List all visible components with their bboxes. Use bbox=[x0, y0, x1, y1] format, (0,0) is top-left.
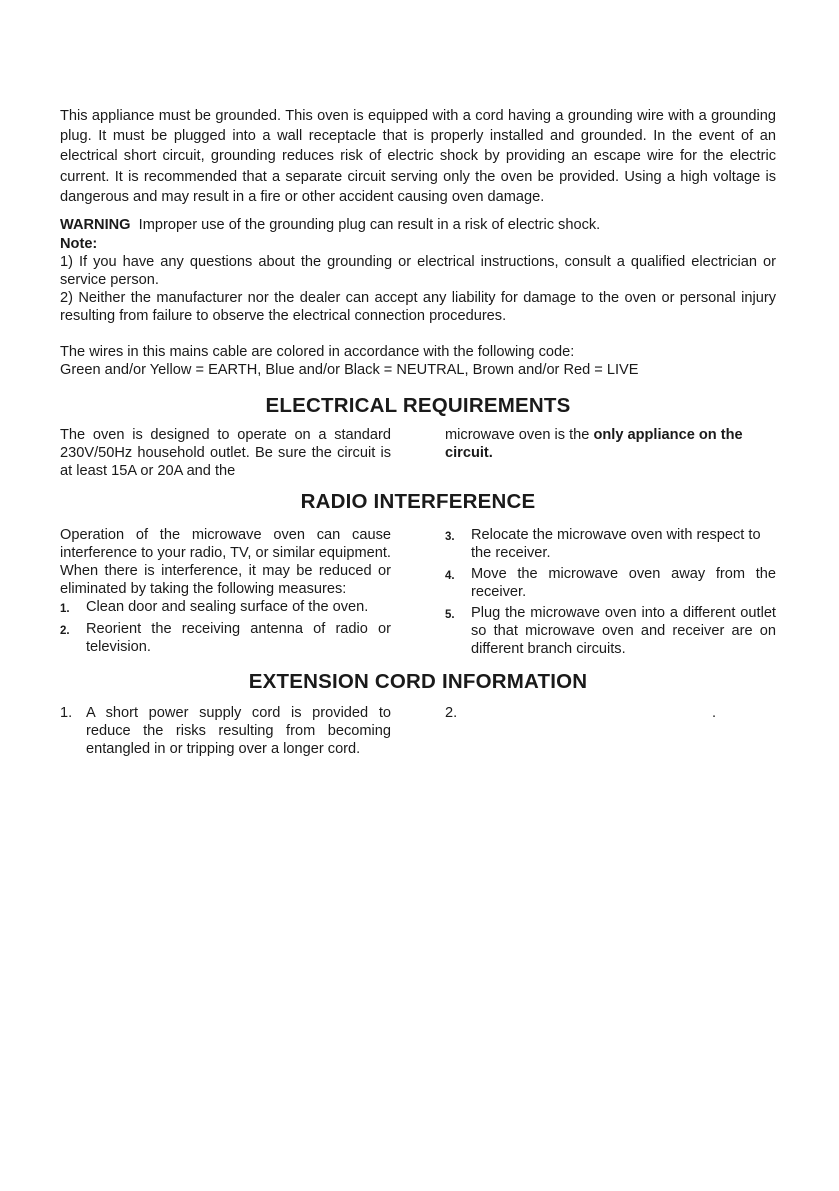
note-item-2: 2) Neither the manufacturer nor the dealer can accept any liability for damage to the oven or personal injury resulting from failure to observe the electrical connection procedures. bbox=[60, 290, 776, 325]
warning-text: Improper use of the grounding plug can result in a risk of electric shock. bbox=[138, 217, 601, 234]
radio-intro-2: When there is interference, it may be reduced or eliminated by taking the following measures: bbox=[60, 563, 391, 598]
electrical-right-end: . bbox=[488, 445, 493, 462]
extension-right-column bbox=[445, 704, 776, 760]
radio-interference-body bbox=[60, 526, 776, 660]
note-label: Note: bbox=[60, 236, 98, 253]
electrical-right-plain: microwave oven is the bbox=[445, 427, 594, 444]
electrical-right-column bbox=[445, 426, 776, 480]
radio-intro-1: Operation of the microwave oven can cause interference to your radio, TV, or similar equipment. bbox=[60, 527, 391, 562]
note-item-1: 1) If you have any questions about the grounding or electrical instructions, consult a qualified electrician or service person. bbox=[60, 254, 776, 289]
radio-right-column bbox=[445, 526, 776, 660]
list-number: 4. bbox=[445, 570, 455, 583]
extension-list-right bbox=[445, 704, 776, 722]
list-number: 5. bbox=[445, 609, 455, 622]
grounding-paragraph: This appliance must be grounded. This oven is equipped with a cord having a grounding wire with a grounding plug. It must be plugged into a wall receptacle that is properly installed and grounded. In the event of an electrical short circuit, grounding reduces risk of electric shock by providing an escape wire for the electric current. It is recommended that a separate circuit serving only the oven be provided. Using a high voltage is dangerous and may result in a fire or other accident causing oven damage. bbox=[60, 108, 776, 205]
list-item bbox=[60, 704, 391, 758]
list-number: 1. bbox=[60, 603, 70, 616]
radio-left-column bbox=[60, 526, 391, 660]
extension-left-column bbox=[60, 704, 391, 760]
list-text: A short power supply cord is provided to reduce the risks resulting from becoming entangled in or tripping over a longer cord. bbox=[86, 705, 391, 758]
list-item bbox=[445, 565, 776, 601]
list-text: Move the microwave oven away from the receiver. bbox=[471, 566, 776, 601]
radio-list-left bbox=[60, 598, 391, 656]
electrical-right-text bbox=[445, 426, 776, 462]
list-number: 3. bbox=[445, 531, 455, 544]
list-item bbox=[445, 526, 776, 562]
list-item bbox=[445, 604, 776, 658]
warning-line bbox=[60, 215, 776, 235]
wires-code-line-1: The wires in this mains cable are colored in accordance with the following code: bbox=[60, 344, 575, 361]
list-text: Reorient the receiving antenna of radio or television. bbox=[86, 621, 391, 656]
radio-list-right bbox=[445, 526, 776, 658]
extension-list-left bbox=[60, 704, 391, 758]
wires-code-line-2: Green and/or Yellow = EARTH, Blue and/or Black = NEUTRAL, Brown and/or Red = LIVE bbox=[60, 362, 639, 379]
electrical-requirements-title: ELECTRICAL REQUIREMENTS bbox=[265, 394, 571, 418]
electrical-requirements-body bbox=[60, 426, 776, 480]
electrical-left-text: The oven is designed to operate on a standard 230V/50Hz household outlet. Be sure the circuit is at least 15A or 20A and the bbox=[60, 427, 391, 480]
extension-cord-body bbox=[60, 704, 776, 760]
radio-interference-title: RADIO INTERFERENCE bbox=[300, 490, 536, 514]
list-item bbox=[60, 598, 391, 618]
list-text: . bbox=[711, 705, 716, 722]
list-text: Plug the microwave oven into a different outlet so that microwave oven and receiver are on different branch circuits. bbox=[471, 605, 776, 658]
list-number: 2. bbox=[445, 705, 458, 722]
list-number: 2. bbox=[60, 625, 70, 638]
list-text: Relocate the microwave oven with respect to the receiver. bbox=[471, 527, 761, 562]
list-item bbox=[445, 704, 776, 722]
list-text: Clean door and sealing surface of the oven. bbox=[86, 599, 369, 616]
manual-page bbox=[60, 106, 776, 760]
list-number: 1. bbox=[60, 705, 73, 722]
list-item bbox=[60, 620, 391, 656]
electrical-right-bold: only appliance on the circuit bbox=[445, 427, 743, 462]
warning-label: WARNING bbox=[60, 217, 131, 234]
extension-cord-title: EXTENSION CORD INFORMATION bbox=[248, 670, 588, 694]
electrical-left-column bbox=[60, 426, 391, 480]
